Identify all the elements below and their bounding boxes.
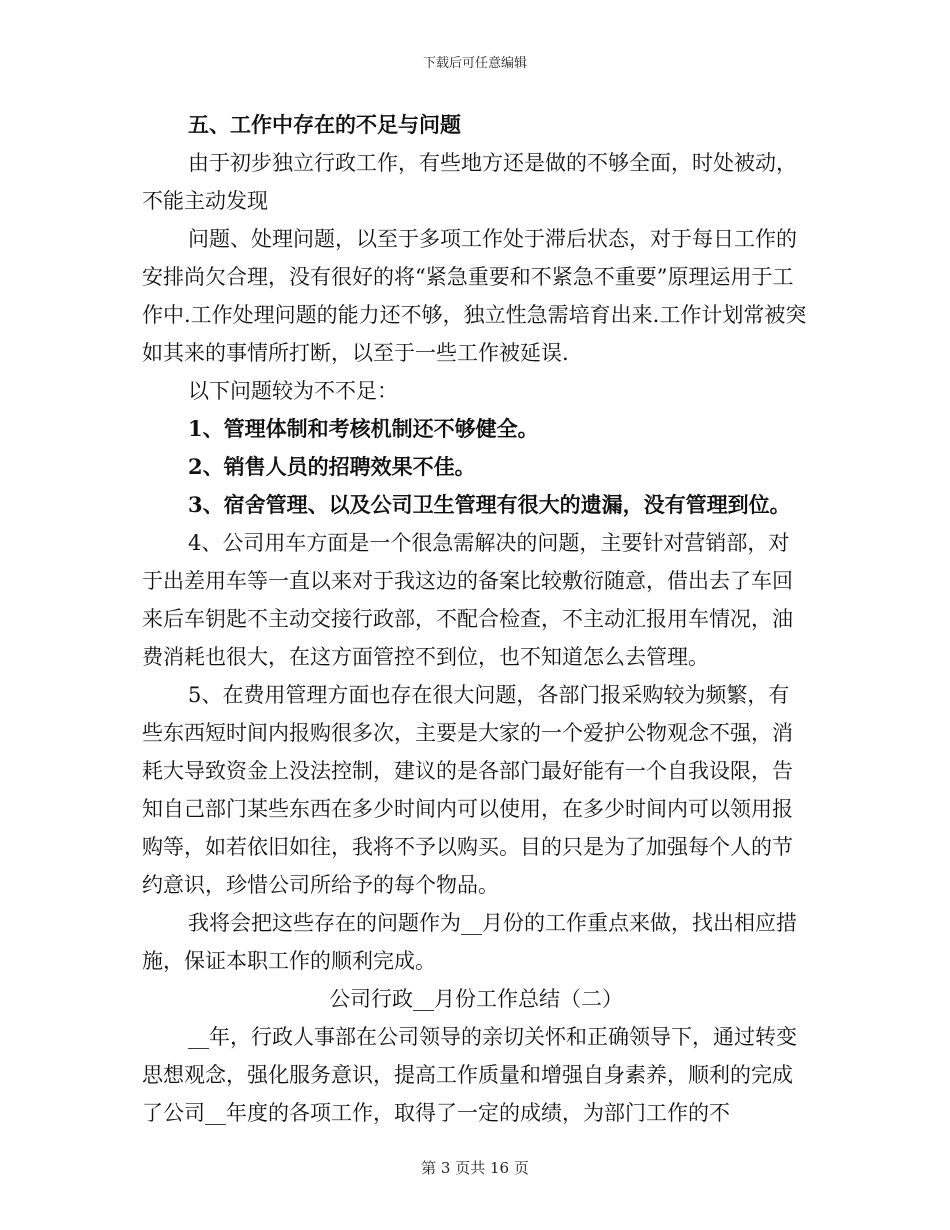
list-item: 4、公司用车方面是一个很急需解决的问题，主要针对营销部，对于出差用车等一直以来对于我这边的备案比较敷衍随意，借出去了车回来后车钥匙不主动交接行政部，不配合检查，不主动汇报用车情况，油费消耗也很大，在这方面管控不到位，也不知道怎么去管理。 xyxy=(142,531,793,669)
document-title: 公司行政__月份工作总结（二） xyxy=(329,987,623,1011)
document-body xyxy=(142,106,810,1132)
paragraph: 以下问题较为不不足： xyxy=(188,379,398,403)
paragraph: __年，行政人事部在公司领导的亲切关怀和正确领导下，通过转变思想观念，强化服务意识，提高工作质量和增强自身素养，顺利的完成了公司__年度的各项工作，取得了一定的成绩，为部门工作的不 xyxy=(142,1025,797,1125)
list-item: 3、宿舍管理、以及公司卫生管理有很大的遗漏，没有管理到位。 xyxy=(188,492,791,517)
paragraph: 我将会把这些存在的问题作为__月份的工作重点来做，找出相应措施，保证本职工作的顺利完成。 xyxy=(142,911,797,973)
list-item: 5、在费用管理方面也存在很大问题，各部门报采购较为频繁，有些东西短时间内报购很多次，主要是大家的一个爱护公物观念不强，消耗大导致资金上没法控制，建议的是各部门最好能有一个自我设限，告知自己部门某些东西在多少时间内可以使用，在多少时间内可以领用报购等，如若依旧如往，我将不予以购买。目的只是为了加强每个人的节约意识，珍惜公司所给予的每个物品。 xyxy=(142,683,793,897)
list-item: 1、管理体制和考核机制还不够健全。 xyxy=(188,416,539,441)
page-footer: 第 3 页共 16 页 xyxy=(421,1159,529,1177)
paragraph: 问题、处理问题，以至于多项工作处于滞后状态，对于每日工作的安排尚欠合理，没有很好的将“紧急重要和不紧急不重要”原理运用于工作中.工作处理问题的能力还不够，独立性急需培育出来.工作计划常被突如其来的事情所打断，以至于一些工作被延误. xyxy=(142,227,807,365)
section-heading: 五、工作中存在的不足与问题 xyxy=(188,112,461,137)
paragraph: 由于初步独立行政工作，有些地方还是做的不够全面，时处被动，不能主动发现 xyxy=(142,151,797,213)
page-header: 下载后可任意编辑 xyxy=(422,56,527,71)
list-item: 2、销售人员的招聘效果不佳。 xyxy=(188,454,476,479)
